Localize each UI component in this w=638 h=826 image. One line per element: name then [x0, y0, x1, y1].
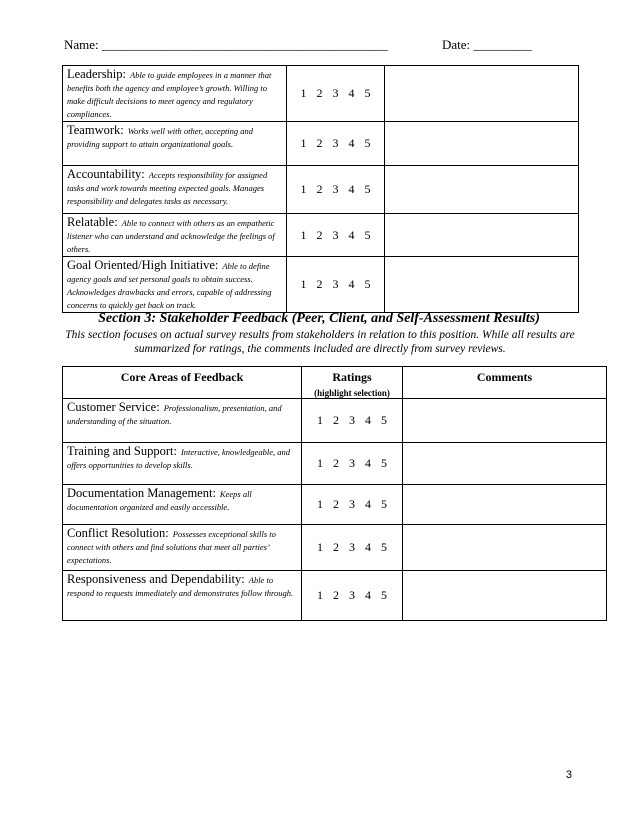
criteria-row [63, 571, 607, 621]
rating-option[interactable]: 2 [333, 413, 339, 427]
rating-option[interactable]: 4 [348, 136, 355, 150]
rating-option[interactable]: 1 [317, 413, 323, 427]
criteria-description: Professionalism, presentation, and understanding of the situation. [67, 403, 282, 426]
comments-cell[interactable] [385, 166, 579, 214]
rating-option[interactable]: 1 [300, 277, 307, 291]
rating-option[interactable]: 1 [317, 456, 323, 470]
rating-option[interactable]: 1 [300, 227, 307, 242]
criteria-title: Teamwork: [67, 123, 124, 137]
criteria-description: Able to respond to requests immediately and demonstrates follow through. [67, 575, 294, 598]
comments-cell[interactable] [403, 399, 607, 443]
competency-rating-table [62, 65, 579, 313]
rating-option[interactable]: 4 [348, 86, 355, 100]
rating-option[interactable]: 5 [364, 182, 371, 196]
criteria-description: Interactive, knowledgeable, and offers opportunities to develop skills. [67, 447, 291, 470]
criteria-title: Customer Service: [67, 400, 160, 414]
rating-scale [287, 122, 385, 166]
rating-option[interactable]: 4 [365, 413, 371, 427]
rating-option[interactable]: 2 [333, 588, 339, 602]
criteria-title: Conflict Resolution: [67, 526, 169, 540]
rating-option[interactable]: 2 [316, 86, 323, 100]
comments-cell[interactable] [385, 66, 579, 122]
criteria-description: Keeps all documentation organized and easily accessible. [67, 489, 252, 512]
rating-scale [287, 166, 385, 214]
rating-option[interactable]: 4 [348, 277, 355, 291]
rating-scale [302, 571, 403, 621]
rating-option[interactable]: 2 [333, 497, 339, 511]
stakeholder-feedback-table [62, 366, 607, 621]
comments-cell[interactable] [385, 214, 579, 257]
rating-option[interactable]: 3 [349, 456, 355, 470]
criteria-row [63, 525, 607, 571]
criteria-description: Able to define agency goals and set personal goals to obtain success. Acknowledges drawbacks and errors, capable of addressing concerns to quickly get back on track. [67, 261, 272, 310]
rating-scale [302, 399, 403, 443]
date-field-label: Date: _________ [442, 37, 532, 52]
rating-option[interactable]: 2 [333, 456, 339, 470]
rating-option[interactable]: 4 [348, 227, 355, 242]
rating-option[interactable]: 5 [381, 497, 387, 511]
rating-option[interactable]: 5 [381, 588, 387, 602]
rating-option[interactable]: 3 [349, 413, 355, 427]
rating-option[interactable]: 5 [364, 136, 371, 150]
comments-cell[interactable] [385, 257, 579, 313]
comments-cell[interactable] [403, 525, 607, 571]
rating-option[interactable]: 2 [316, 182, 323, 196]
rating-option[interactable]: 4 [365, 540, 371, 554]
header-ratings-hint: (highlight selection) [314, 388, 390, 398]
criteria-cell [63, 571, 302, 621]
criteria-row [63, 66, 579, 122]
criteria-title: Training and Support: [67, 444, 177, 458]
criteria-cell [63, 66, 287, 122]
criteria-row [63, 257, 579, 313]
criteria-description: Works well with other, accepting and providing support to attain organizational goals. [67, 126, 254, 149]
criteria-description: Able to connect with others as an empathetic listener who can understand and acknowledge the feelings of others. [67, 218, 275, 254]
rating-scale [287, 214, 385, 257]
criteria-title: Leadership: [67, 67, 127, 81]
rating-option[interactable]: 2 [333, 540, 339, 554]
rating-option[interactable]: 3 [332, 136, 339, 150]
criteria-row [63, 214, 579, 257]
rating-scale [287, 257, 385, 313]
section-3-title: Section 3: Stakeholder Feedback (Peer, Client, and Self-Assessment Results) [98, 311, 540, 326]
criteria-cell [63, 166, 287, 214]
criteria-title: Documentation Management: [67, 486, 216, 500]
comments-cell[interactable] [403, 443, 607, 485]
rating-option[interactable]: 2 [316, 136, 323, 150]
name-field-label: Name: ____________________________________________ [64, 37, 388, 52]
criteria-title: Relatable: [67, 215, 118, 229]
rating-option[interactable]: 5 [364, 227, 371, 242]
rating-option[interactable]: 4 [365, 456, 371, 470]
rating-option[interactable]: 4 [348, 182, 355, 196]
criteria-title: Goal Oriented/High Initiative: [67, 258, 219, 272]
rating-option[interactable]: 3 [332, 277, 339, 291]
rating-option[interactable]: 5 [381, 456, 387, 470]
criteria-cell [63, 485, 302, 525]
criteria-title: Accountability: [67, 167, 145, 181]
criteria-description: Accepts responsibility for assigned tasks and work towards meeting expected goals. Manages responsibility and delegates tasks as necessary. [67, 170, 268, 206]
rating-scale [302, 485, 403, 525]
criteria-title: Responsiveness and Dependability: [67, 572, 245, 586]
rating-option[interactable]: 3 [332, 227, 339, 242]
rating-scale [287, 66, 385, 122]
criteria-row [63, 485, 607, 525]
section-3-description: This section focuses on actual survey results from stakeholders in relation to this position. While all results are summarized for ratings, the comments included are directly from survey reviews. [65, 329, 575, 355]
rating-scale [302, 443, 403, 485]
rating-option[interactable]: 1 [300, 86, 307, 100]
criteria-row [63, 443, 607, 485]
rating-option[interactable]: 3 [349, 540, 355, 554]
rating-option[interactable]: 4 [365, 588, 371, 602]
rating-option[interactable]: 2 [316, 277, 323, 291]
criteria-description: Able to guide employees in a manner that benefits both the agency and employee’s growth. Willing to make difficult decisions to meet agency and regulatory compliances. [67, 70, 272, 119]
comments-cell[interactable] [403, 571, 607, 621]
criteria-cell [63, 122, 287, 166]
rating-option[interactable]: 5 [364, 277, 371, 291]
criteria-description: Possesses exceptional skills to connect with others and find solutions that meet all parties’ expectations. [67, 529, 276, 565]
criteria-cell [63, 525, 302, 571]
criteria-row [63, 166, 579, 214]
criteria-cell [63, 214, 287, 257]
rating-option[interactable]: 3 [349, 588, 355, 602]
form-header [64, 37, 584, 53]
rating-scale [302, 525, 403, 571]
page-number: 3 [565, 769, 572, 781]
criteria-cell [63, 443, 302, 485]
criteria-cell [63, 399, 302, 443]
rating-option[interactable]: 1 [317, 497, 323, 511]
criteria-cell [63, 257, 287, 313]
rating-option[interactable]: 5 [364, 86, 371, 100]
rating-option[interactable]: 2 [316, 227, 323, 242]
rating-option[interactable]: 1 [317, 540, 323, 554]
rating-option[interactable]: 4 [365, 497, 371, 511]
rating-option[interactable]: 1 [300, 136, 307, 150]
rating-option[interactable]: 3 [332, 86, 339, 100]
header-core-areas: Core Areas of Feedback [63, 367, 302, 399]
header-ratings: Ratings (highlight selection) [302, 367, 403, 399]
rating-option[interactable]: 1 [300, 182, 307, 196]
criteria-row [63, 399, 607, 443]
comments-cell[interactable] [385, 122, 579, 166]
rating-option[interactable]: 5 [381, 413, 387, 427]
rating-option[interactable]: 1 [317, 588, 323, 602]
rating-option[interactable]: 3 [349, 497, 355, 511]
criteria-row [63, 122, 579, 166]
comments-cell[interactable] [403, 485, 607, 525]
rating-option[interactable]: 5 [381, 540, 387, 554]
rating-option[interactable]: 3 [332, 182, 339, 196]
header-comments: Comments [403, 367, 607, 399]
